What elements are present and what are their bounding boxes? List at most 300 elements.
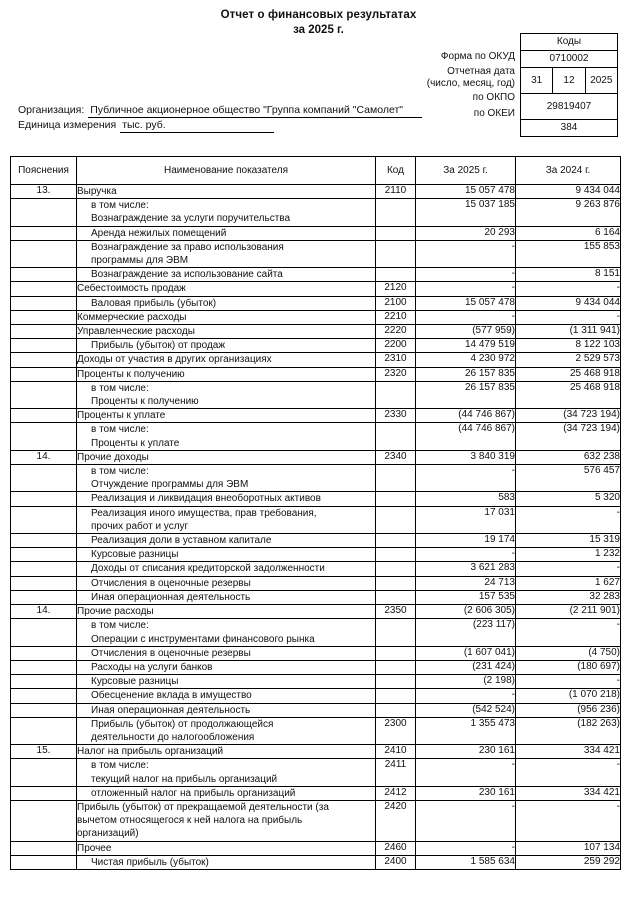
table-row	[11, 353, 621, 367]
cell-code	[376, 703, 416, 717]
cell-code: 2120	[376, 282, 416, 296]
cell-year-current: 17 031	[416, 506, 516, 533]
cell-indicator	[77, 675, 376, 689]
column-header-explanations: Пояснения	[11, 157, 77, 185]
value-okpo: 29819407	[546, 100, 592, 112]
cell-indicator	[77, 703, 376, 717]
table-row	[11, 548, 621, 562]
cell-indicator	[77, 562, 376, 576]
cell-code: 2340	[376, 450, 416, 464]
indicator-line: Прочие расходы	[77, 606, 154, 618]
cell-explanations	[11, 310, 77, 324]
cell-explanations: 14.	[11, 450, 77, 464]
cell-year-previous: 1 627	[516, 576, 621, 590]
table-row	[11, 492, 621, 506]
indicator-line: прочих работ и услуг	[91, 520, 189, 532]
cell-explanations	[11, 381, 77, 408]
indicator-line: текущий налог на прибыль организаций	[91, 773, 278, 785]
indicator-line: в том числе:	[91, 466, 149, 478]
indicator-line: Прибыль (убыток) от продолжающейся	[91, 718, 274, 730]
cell-explanations	[11, 409, 77, 423]
table-row	[11, 268, 621, 282]
cell-code	[376, 675, 416, 689]
cell-explanations	[11, 759, 77, 786]
cell-code: 2110	[376, 185, 416, 199]
indicator-line: Курсовые разницы	[91, 549, 179, 561]
unit-line	[18, 119, 422, 134]
cell-year-previous: 334 421	[516, 745, 621, 759]
cell-year-current: 20 293	[416, 226, 516, 240]
cell-code: 2200	[376, 339, 416, 353]
cell-code	[376, 646, 416, 660]
cell-year-previous: 25 468 918	[516, 381, 621, 408]
label-okei: по ОКЕИ	[473, 108, 515, 119]
column-header-indicator: Наименование показателя	[77, 157, 376, 185]
cell-indicator	[77, 605, 376, 619]
cell-year-previous: (1 070 218)	[516, 689, 621, 703]
table-row	[11, 703, 621, 717]
cell-year-previous: (2 211 901)	[516, 605, 621, 619]
cell-code	[376, 492, 416, 506]
table-row	[11, 745, 621, 759]
cell-indicator	[77, 619, 376, 646]
cell-explanations	[11, 240, 77, 267]
cell-year-current: 19 174	[416, 534, 516, 548]
table-row	[11, 199, 621, 226]
table-row	[11, 759, 621, 786]
cell-explanations	[11, 675, 77, 689]
cell-year-current: -	[416, 689, 516, 703]
cell-year-previous: -	[516, 562, 621, 576]
cell-code	[376, 423, 416, 450]
table-row	[11, 367, 621, 381]
cell-year-previous: 334 421	[516, 786, 621, 800]
cell-explanations: 14.	[11, 605, 77, 619]
indicator-line: Прибыль (убыток) от продаж	[91, 340, 226, 352]
indicator-line: вычетом относящегося к ней налога на прибыль	[77, 815, 303, 827]
cell-explanations	[11, 296, 77, 310]
cell-explanations	[11, 492, 77, 506]
table-row	[11, 841, 621, 855]
table-body	[11, 185, 621, 870]
cell-year-current: (231 424)	[416, 660, 516, 674]
cell-code	[376, 240, 416, 267]
page-title: Отчет о финансовых результатах	[220, 9, 417, 21]
indicator-line: программы для ЭВМ	[91, 255, 189, 267]
table-row	[11, 689, 621, 703]
organization-line	[18, 104, 422, 119]
cell-explanations: 13.	[11, 185, 77, 199]
cell-explanations	[11, 689, 77, 703]
indicator-line: в том числе:	[91, 200, 149, 212]
table-row	[11, 717, 621, 744]
cell-year-current: -	[416, 759, 516, 786]
indicator-line: Прочие доходы	[77, 451, 149, 463]
indicator-line: Доходы от списания кредиторской задолженности	[91, 563, 325, 575]
table-row	[11, 339, 621, 353]
cell-code: 2300	[376, 717, 416, 744]
cell-year-previous: (180 697)	[516, 660, 621, 674]
cell-indicator	[77, 800, 376, 841]
codes-okei-row	[521, 120, 617, 136]
cell-explanations	[11, 800, 77, 841]
cell-explanations	[11, 855, 77, 869]
cell-explanations	[11, 367, 77, 381]
cell-explanations	[11, 590, 77, 604]
codes-okpo-row	[521, 94, 617, 120]
indicator-line: Обесценение вклада в имущество	[91, 690, 252, 702]
cell-year-current: 15 037 185	[416, 199, 516, 226]
table-row	[11, 325, 621, 339]
cell-code: 2220	[376, 325, 416, 339]
cell-year-current: -	[416, 800, 516, 841]
indicator-line: отложенный налог на прибыль организаций	[91, 787, 296, 799]
cell-year-previous: 25 468 918	[516, 367, 621, 381]
cell-explanations	[11, 465, 77, 492]
indicator-line: Иная операционная деятельность	[91, 591, 251, 603]
cell-year-current: -	[416, 841, 516, 855]
cell-year-previous: 107 134	[516, 841, 621, 855]
indicator-line: Налог на прибыль организаций	[77, 746, 224, 758]
cell-explanations	[11, 786, 77, 800]
cell-year-current: 157 535	[416, 590, 516, 604]
cell-year-current: (223 117)	[416, 619, 516, 646]
unit-label: Единица измерения	[18, 119, 117, 131]
value-okud: 0710002	[549, 53, 589, 64]
indicator-line: Чистая прибыль (убыток)	[91, 856, 209, 868]
cell-explanations	[11, 339, 77, 353]
cell-indicator	[77, 759, 376, 786]
indicator-line: Прочее	[77, 842, 112, 854]
financial-results-table	[10, 156, 621, 870]
organization-info	[18, 104, 422, 134]
indicator-line: деятельности до налогообложения	[91, 731, 255, 743]
cell-year-current: 26 157 835	[416, 381, 516, 408]
cell-indicator	[77, 548, 376, 562]
indicator-line: Вознаграждение за право использования	[91, 241, 284, 253]
indicator-line: Отчисления в оценочные резервы	[91, 647, 251, 659]
cell-code	[376, 548, 416, 562]
indicator-line: Выручка	[77, 186, 117, 197]
cell-year-previous: (34 723 194)	[516, 409, 621, 423]
table-row	[11, 409, 621, 423]
table-row	[11, 296, 621, 310]
cell-indicator	[77, 786, 376, 800]
cell-code: 2460	[376, 841, 416, 855]
cell-year-previous: -	[516, 310, 621, 324]
cell-code	[376, 576, 416, 590]
organization-value: Публичное акционерное общество "Группа компаний "Самолет"	[88, 104, 422, 118]
cell-indicator	[77, 339, 376, 353]
cell-year-current: 15 057 478	[416, 185, 516, 199]
table-row	[11, 506, 621, 533]
cell-indicator	[77, 367, 376, 381]
cell-year-current: 1 355 473	[416, 717, 516, 744]
organization-label: Организация:	[18, 104, 85, 116]
cell-year-previous: 8 122 103	[516, 339, 621, 353]
cell-indicator	[77, 745, 376, 759]
cell-year-current: (2 606 305)	[416, 605, 516, 619]
cell-code	[376, 562, 416, 576]
indicator-line: Операции с инструментами финансового рынка	[91, 633, 315, 645]
cell-year-current: (1 607 041)	[416, 646, 516, 660]
label-report-date-line2: (число, месяц, год)	[426, 77, 515, 89]
cell-year-previous: 15 319	[516, 534, 621, 548]
indicator-line: в том числе:	[91, 760, 149, 772]
cell-year-current: (577 959)	[416, 325, 516, 339]
indicator-line: в том числе:	[91, 424, 149, 436]
cell-indicator	[77, 492, 376, 506]
indicator-line: Доходы от участия в других организациях	[77, 354, 272, 366]
cell-code	[376, 660, 416, 674]
cell-code: 2350	[376, 605, 416, 619]
table-row	[11, 562, 621, 576]
cell-indicator	[77, 409, 376, 423]
table-row	[11, 381, 621, 408]
cell-explanations	[11, 576, 77, 590]
cell-year-previous: 32 283	[516, 590, 621, 604]
value-month: 12	[553, 68, 585, 93]
cell-explanations	[11, 325, 77, 339]
cell-indicator	[77, 576, 376, 590]
cell-explanations	[11, 562, 77, 576]
indicator-line: Отчуждение программы для ЭВМ	[91, 479, 249, 491]
cell-year-current: (542 524)	[416, 703, 516, 717]
cell-explanations	[11, 226, 77, 240]
cell-code: 2412	[376, 786, 416, 800]
table-header-row	[11, 157, 621, 185]
cell-year-current: 15 057 478	[416, 296, 516, 310]
cell-year-current: 230 161	[416, 786, 516, 800]
cell-year-current: 26 157 835	[416, 367, 516, 381]
table-row	[11, 800, 621, 841]
cell-year-previous: (182 263)	[516, 717, 621, 744]
indicator-line: Валовая прибыль (убыток)	[91, 297, 217, 309]
indicator-line: Проценты к уплате	[91, 437, 180, 449]
cell-year-previous: 5 320	[516, 492, 621, 506]
cell-indicator	[77, 310, 376, 324]
indicator-line: Коммерческие расходы	[77, 311, 187, 323]
cell-code: 2210	[376, 310, 416, 324]
cell-code: 2400	[376, 855, 416, 869]
value-year: 2025	[590, 74, 613, 86]
table-row	[11, 576, 621, 590]
cell-indicator	[77, 534, 376, 548]
cell-code: 2411	[376, 759, 416, 786]
cell-year-current: -	[416, 282, 516, 296]
cell-explanations	[11, 660, 77, 674]
cell-explanations	[11, 841, 77, 855]
cell-year-current: (2 198)	[416, 675, 516, 689]
cell-year-previous: 632 238	[516, 450, 621, 464]
cell-explanations	[11, 423, 77, 450]
cell-indicator	[77, 353, 376, 367]
indicator-line: Расходы на услуги банков	[91, 661, 213, 673]
table-row	[11, 646, 621, 660]
cell-code	[376, 226, 416, 240]
cell-code: 2420	[376, 800, 416, 841]
cell-year-previous: -	[516, 675, 621, 689]
indicator-line: Проценты к получению	[77, 368, 185, 380]
codes-box	[520, 33, 618, 137]
cell-year-previous: -	[516, 759, 621, 786]
cell-indicator	[77, 660, 376, 674]
indicator-line: Вознаграждение за использование сайта	[91, 269, 283, 281]
report-period: за 2025 г.	[293, 24, 344, 36]
cell-indicator	[77, 717, 376, 744]
cell-explanations	[11, 353, 77, 367]
indicator-line: Реализация иного имущества, прав требования,	[91, 507, 317, 519]
indicator-line: Проценты к уплате	[77, 410, 166, 422]
cell-year-current: 4 230 972	[416, 353, 516, 367]
cell-year-previous: 2 529 573	[516, 353, 621, 367]
label-okpo: по ОКПО	[472, 92, 515, 103]
table-row	[11, 619, 621, 646]
cell-year-previous: -	[516, 282, 621, 296]
cell-explanations	[11, 717, 77, 744]
cell-code	[376, 619, 416, 646]
column-header-code: Код	[376, 157, 416, 185]
label-report-date	[300, 65, 518, 90]
cell-indicator	[77, 325, 376, 339]
cell-code	[376, 268, 416, 282]
table-row	[11, 423, 621, 450]
table-row	[11, 855, 621, 869]
cell-year-previous: (4 750)	[516, 646, 621, 660]
table-row	[11, 450, 621, 464]
cell-explanations	[11, 703, 77, 717]
cell-explanations	[11, 199, 77, 226]
cell-indicator	[77, 450, 376, 464]
indicator-line: Курсовые разницы	[91, 676, 179, 688]
table-row	[11, 605, 621, 619]
table-row	[11, 590, 621, 604]
cell-indicator	[77, 381, 376, 408]
cell-indicator	[77, 240, 376, 267]
cell-code: 2100	[376, 296, 416, 310]
cell-explanations	[11, 506, 77, 533]
indicator-line: Иная операционная деятельность	[91, 704, 251, 716]
cell-explanations: 15.	[11, 745, 77, 759]
codes-date-row	[521, 68, 617, 94]
indicator-line: Прибыль (убыток) от прекращаемой деятельности (за	[77, 801, 329, 813]
value-day: 31	[521, 68, 553, 93]
unit-value: тыс. руб.	[120, 119, 274, 133]
cell-year-current: (44 746 867)	[416, 409, 516, 423]
label-report-date-line1: Отчетная дата	[447, 66, 515, 77]
cell-code	[376, 381, 416, 408]
indicator-line: Проценты к получению	[91, 396, 199, 408]
cell-indicator	[77, 590, 376, 604]
table-row	[11, 465, 621, 492]
table-row	[11, 240, 621, 267]
cell-code	[376, 534, 416, 548]
cell-indicator	[77, 199, 376, 226]
indicator-line: в том числе:	[91, 382, 149, 394]
cell-year-previous: -	[516, 619, 621, 646]
cell-year-previous: 259 292	[516, 855, 621, 869]
cell-indicator	[77, 506, 376, 533]
cell-code	[376, 590, 416, 604]
codes-caption-row	[521, 34, 617, 51]
cell-year-previous: -	[516, 506, 621, 533]
table-row	[11, 786, 621, 800]
cell-year-current: 1 585 634	[416, 855, 516, 869]
cell-indicator	[77, 282, 376, 296]
indicator-line: Реализация доли в уставном капитале	[91, 535, 272, 547]
cell-year-previous: 9 434 044	[516, 185, 621, 199]
cell-code	[376, 506, 416, 533]
cell-year-current: 3 621 283	[416, 562, 516, 576]
cell-code	[376, 465, 416, 492]
cell-explanations	[11, 282, 77, 296]
indicator-line: в том числе:	[91, 620, 149, 632]
cell-year-current: 3 840 319	[416, 450, 516, 464]
cell-year-current: -	[416, 310, 516, 324]
cell-year-previous: (34 723 194)	[516, 423, 621, 450]
column-header-year-current: За 2025 г.	[416, 157, 516, 185]
cell-year-previous: 9 434 044	[516, 296, 621, 310]
cell-indicator	[77, 268, 376, 282]
cell-explanations	[11, 268, 77, 282]
column-header-year-previous: За 2024 г.	[516, 157, 621, 185]
table-row	[11, 660, 621, 674]
cell-year-previous: 6 164	[516, 226, 621, 240]
cell-indicator	[77, 423, 376, 450]
table-row	[11, 226, 621, 240]
indicator-line: Реализация и ликвидация внеоборотных активов	[91, 493, 321, 505]
indicator-line: Отчисления в оценочные резервы	[91, 577, 251, 589]
cell-indicator	[77, 185, 376, 199]
table-row	[11, 310, 621, 324]
indicator-line: организаций)	[77, 828, 139, 840]
table-row	[11, 675, 621, 689]
cell-year-current: -	[416, 240, 516, 267]
indicator-line: Аренда нежилых помещений	[91, 227, 227, 239]
cell-explanations	[11, 534, 77, 548]
cell-indicator	[77, 841, 376, 855]
cell-code: 2330	[376, 409, 416, 423]
cell-year-current: -	[416, 465, 516, 492]
cell-year-current: -	[416, 548, 516, 562]
cell-indicator	[77, 296, 376, 310]
indicator-line: Управленческие расходы	[77, 326, 195, 338]
cell-code: 2310	[376, 353, 416, 367]
cell-year-previous: 8 151	[516, 268, 621, 282]
codes-okud-row	[521, 51, 617, 68]
cell-year-current: 583	[416, 492, 516, 506]
table-row	[11, 282, 621, 296]
cell-year-previous: -	[516, 800, 621, 841]
cell-year-previous: 155 853	[516, 240, 621, 267]
cell-indicator	[77, 689, 376, 703]
cell-indicator	[77, 465, 376, 492]
cell-code	[376, 199, 416, 226]
indicator-line: Вознаграждение за услуги поручительства	[91, 213, 291, 225]
cell-year-previous: (956 236)	[516, 703, 621, 717]
cell-explanations	[11, 548, 77, 562]
indicator-line: Себестоимость продаж	[77, 283, 186, 295]
value-okei: 384	[560, 122, 578, 133]
cell-explanations	[11, 646, 77, 660]
codes-caption-spacer	[300, 33, 518, 49]
cell-year-current: (44 746 867)	[416, 423, 516, 450]
cell-year-previous: 1 232	[516, 548, 621, 562]
cell-year-current: -	[416, 268, 516, 282]
cell-year-previous: 9 263 876	[516, 199, 621, 226]
cell-year-current: 24 713	[416, 576, 516, 590]
cell-year-current: 230 161	[416, 745, 516, 759]
